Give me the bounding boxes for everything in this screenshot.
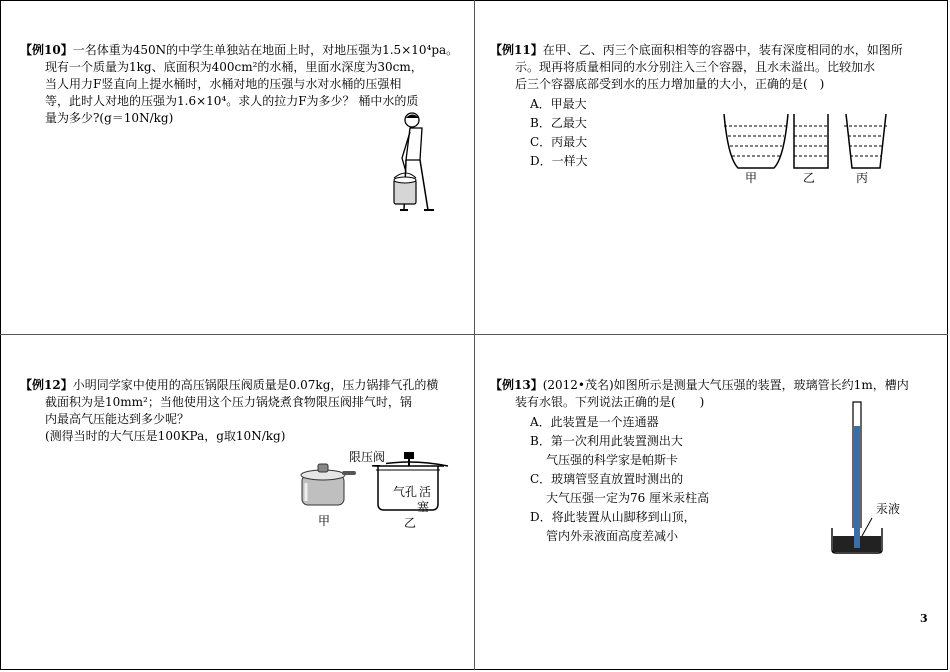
example-12-tag: 【例12】 [20,378,73,392]
q11-option-d[interactable]: D．一样大 [530,154,588,168]
q12-line-1: 小明同学家中使用的高压锅限压阀质量是0.07kg，压力锅排气孔的横 [72,378,439,392]
page-number: 3 [920,612,928,625]
q13-option-c[interactable]: C．玻璃管竖直放置时测出的 [530,472,684,486]
q11-option-b[interactable]: B．乙最大 [530,116,587,130]
q10-line-4: 等，此时人对地的压强为1.6×10⁴。求人的拉力F为多少？ 桶中水的质 [45,94,419,108]
q13-option-d[interactable]: D．将此装置从山脚移到山顶， [530,510,696,524]
q10-line-5: 量为多少?(g＝10N/kg) [45,111,174,125]
q13-option-b[interactable]: B．第一次利用此装置测出大 [530,434,683,448]
q11-option-a[interactable]: A．甲最大 [530,97,587,111]
example-10-tag: 【例10】 [20,43,73,57]
example-12-text [20,377,470,445]
q11-line-1: 在甲、乙、丙三个底面积相等的容器中，装有深度相同的水，如图所 [542,43,903,57]
vertical-divider [474,0,475,670]
container-label-yi: 乙 [803,171,816,185]
q13-option-b-cont: 气压强的科学家是帕斯卡 [546,453,679,467]
hole-label: 气孔 [393,485,418,499]
q12-line-4: (测得当时的大气压是100KPa，g取10N/kg) [45,429,286,443]
q10-line-3: 当人用力F竖直向上提水桶时，水桶对地的压强与水对水桶的压强相 [45,77,402,91]
pressure-cooker-photo [296,453,356,511]
valve-label: 限压阀 [349,450,386,464]
q11-line-3: 后三个容器底部受到水的压力增加量的大小，正确的是( ) [515,77,825,91]
q11-line-2: 示。现再将质量相同的水分别注入三个容器，且水未溢出。比较加水 [515,60,876,74]
q13-line-2: 装有水银。下列说法正确的是( ) [515,395,705,409]
q12-line-2: 截面积为是10mm²；当他使用这个压力锅烧煮食物限压阀排气时，锅 [45,395,412,409]
example-13-tag: 【例13】 [490,378,543,392]
piston-label-1: 活 [419,485,432,499]
example-11-tag: 【例11】 [490,43,543,57]
q13-option-a[interactable]: A．此装置是一个连通器 [530,415,659,429]
container-label-bing: 丙 [856,171,869,185]
torricelli-apparatus-figure [828,400,888,555]
q13-option-d-cont: 管内外汞液面高度差减小 [546,529,679,543]
cooker-label-yi: 乙 [404,516,417,530]
container-label-jia: 甲 [745,171,758,185]
q10-line-1: 一名体重为450N的中学生单独站在地面上时，对地压强为1.5×10⁴pa。 [72,43,459,57]
example-12 [20,377,470,445]
three-containers-figure [722,112,892,172]
example-11-text [490,42,940,93]
q11-option-c[interactable]: C．丙最大 [530,135,588,149]
q13-line-1: (2012•茂名)如图所示是测量大气压强的装置，玻璃管长约1m，槽内 [542,378,909,392]
person-lifting-bucket-figure [380,110,450,220]
cooker-label-jia: 甲 [318,514,331,528]
mercury-label: 汞液 [876,502,901,516]
q10-line-2: 现有一个质量为1kg、底面积为400cm²的水桶，里面水深度为30cm， [45,60,423,74]
q13-option-c-cont: 大气压强一定为76 厘米汞柱高 [546,491,710,505]
piston-label-2: 塞 [417,500,430,514]
horizontal-divider [0,334,948,335]
q12-line-3: 内最高气压能达到多少呢？ [45,412,190,426]
